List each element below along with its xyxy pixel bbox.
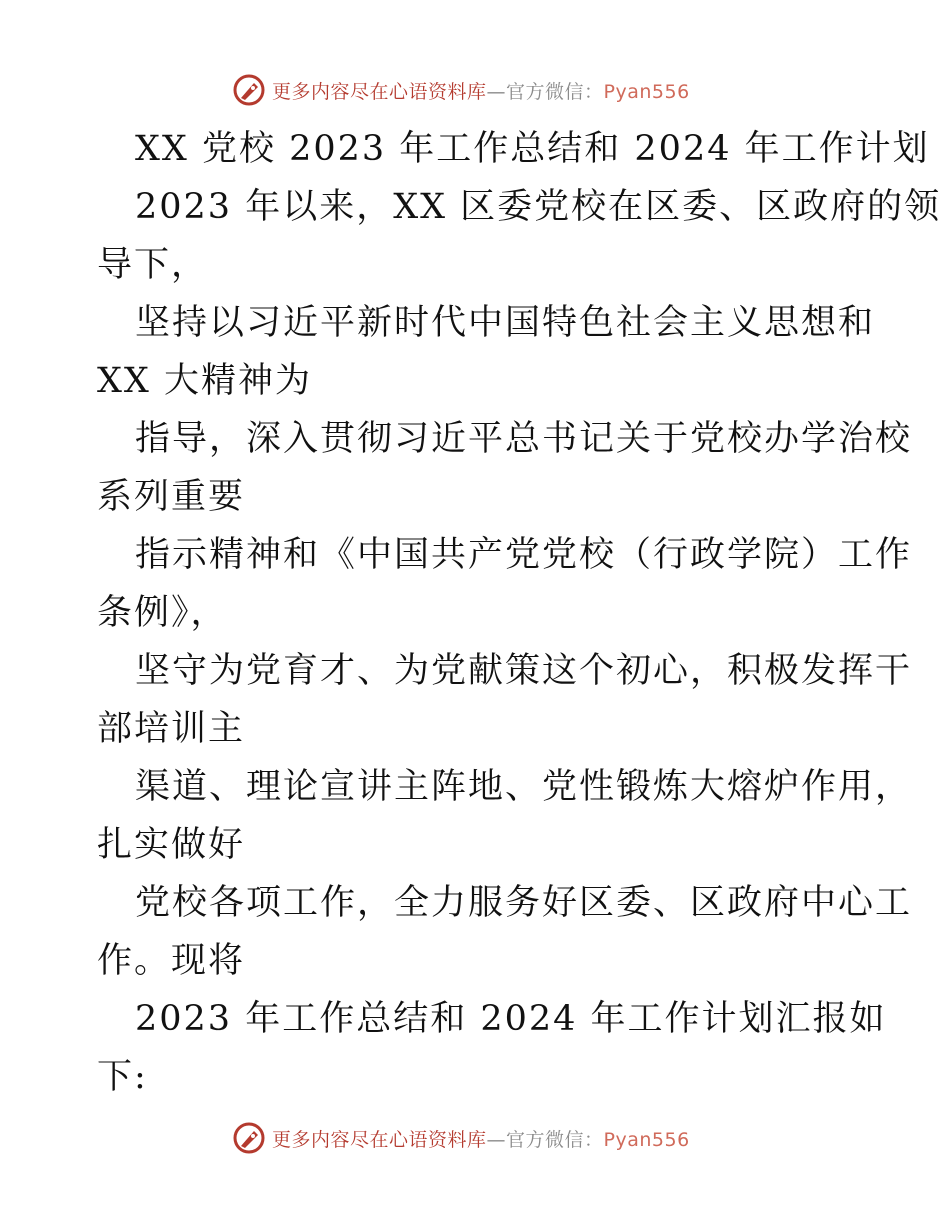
fountain-pen-logo-icon	[232, 1121, 266, 1155]
paragraph-line: 2023 年以来，XX 区委党校在区委、区政府的领	[135, 187, 942, 227]
paragraph-line: XX 大精神为	[97, 361, 312, 401]
document-body	[97, 120, 942, 1106]
paragraph-line: 坚持以习近平新时代中国特色社会主义思想和	[135, 303, 876, 343]
paragraph-line: 作。现将	[97, 941, 246, 981]
fountain-pen-logo-icon	[232, 73, 266, 107]
paragraph-line: 渠道、理论宣讲主阵地、党性锻炼大熔炉作用，	[135, 767, 913, 807]
paragraph-line: 导下，	[97, 245, 209, 285]
paragraph-line: 指示精神和《中国共产党党校（行政学院）工作	[135, 535, 913, 575]
paragraph-line: 条例》，	[97, 593, 228, 633]
watermark-dash: —	[486, 1128, 507, 1151]
watermark-text	[272, 1125, 690, 1152]
watermark-wechat-label: 官方微信：	[506, 80, 604, 103]
watermark-brand: 更多内容尽在心语资料库	[272, 80, 487, 103]
paragraph-line: 系列重要	[97, 477, 246, 517]
paragraph-line: 下:	[97, 1057, 148, 1097]
paragraph-line: 指导，深入贯彻习近平总书记关于党校办学治校	[135, 419, 913, 459]
watermark-brand: 更多内容尽在心语资料库	[272, 1128, 487, 1151]
watermark-text	[272, 77, 690, 104]
document-title: XX 党校 2023 年工作总结和 2024 年工作计划	[135, 129, 930, 169]
watermark-wechat-id: Pyan556	[603, 80, 690, 103]
watermark-wechat-id: Pyan556	[603, 1128, 690, 1151]
watermark-wechat-label: 官方微信：	[506, 1128, 604, 1151]
paragraph-line: 扎实做好	[97, 825, 246, 865]
header-watermark	[232, 70, 690, 110]
footer-watermark	[232, 1118, 690, 1158]
watermark-dash: —	[486, 80, 507, 103]
paragraph-line: 部培训主	[97, 709, 246, 749]
paragraph-line: 党校各项工作，全力服务好区委、区政府中心工	[135, 883, 913, 923]
paragraph-line: 坚守为党育才、为党献策这个初心，积极发挥干	[135, 651, 913, 691]
paragraph-line: 2023 年工作总结和 2024 年工作计划汇报如	[135, 999, 887, 1039]
